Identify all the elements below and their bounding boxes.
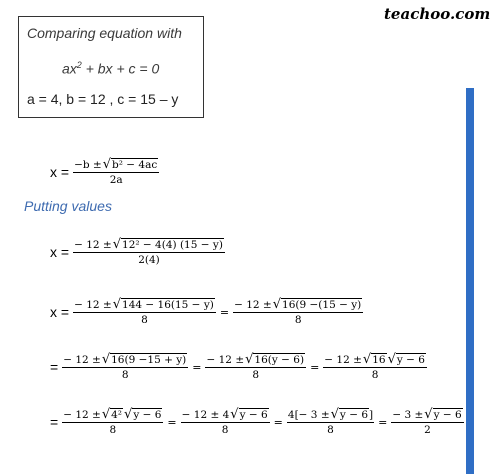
step4-fraction-1: [62, 408, 163, 436]
step3-f1-denominator: 8: [62, 367, 188, 381]
sqrt-sign: √ y − 6: [330, 407, 369, 422]
sqrt-sign: √ b² − 4ac: [102, 157, 158, 172]
step2-f1-denominator: 8: [73, 312, 216, 326]
step4-f2-radicand: y − 6: [239, 409, 268, 421]
section-label: Putting values: [24, 198, 112, 214]
step2-f2-pre: − 12 ±: [234, 298, 272, 311]
sqrt-sign: √ 16(9 −(15 − y): [272, 297, 362, 312]
step4-fraction-2: [181, 408, 270, 436]
equals-sign: =: [219, 305, 230, 319]
step3-f3-radicand-2: y − 6: [396, 354, 425, 366]
step3-f3-pre: − 12 ±: [324, 353, 362, 366]
equals-sign: =: [310, 360, 320, 374]
step3-f3-denominator: 8: [323, 367, 427, 381]
step4-f1-radicand-2: y − 6: [133, 409, 162, 421]
step4-f1-denominator: 8: [62, 422, 163, 436]
step4-f4-radicand: y − 6: [433, 409, 462, 421]
step4-f3-post: ]: [369, 408, 374, 421]
step3-f1-radicand: 16(9 −15 + y): [111, 354, 187, 366]
step1-lhs: x =: [50, 244, 70, 260]
step3-fraction-1: [62, 353, 188, 381]
step2-f1-pre: − 12 ±: [74, 298, 112, 311]
eq-rest: + bx + c = 0: [81, 60, 160, 77]
step3-f2-pre: − 12 ±: [206, 353, 245, 366]
step4-f1-pre: − 12 ±: [63, 408, 101, 421]
equals-sign: =: [273, 415, 283, 429]
step2-fraction-1: [73, 298, 216, 326]
sqrt-sign: √ 16(9 −15 + y): [101, 352, 187, 367]
step4-f2-pre: − 12 ± 4: [181, 408, 230, 421]
teachoo-logo: teachoo.com: [384, 5, 490, 23]
step4-lhs: =: [50, 414, 59, 430]
formula-num-pre: −b ±: [74, 158, 102, 171]
sqrt-sign: √ 12² − 4(4) (15 − y): [112, 237, 223, 252]
sqrt-sign: √ 144 − 16(15 − y): [112, 297, 214, 312]
simplification-step-3: [50, 353, 428, 381]
step4-f3-radicand: y − 6: [339, 409, 369, 421]
step2-f2-denominator: 8: [233, 312, 363, 326]
formula-lhs: x =: [50, 164, 70, 180]
simplification-step-4: [50, 408, 465, 436]
standard-form-equation: [62, 60, 159, 77]
simplification-step-2: [50, 298, 364, 326]
step3-f1-pre: − 12 ±: [63, 353, 101, 366]
eq-exponent: 2: [76, 60, 82, 70]
step3-f2-radicand: 16(y − 6): [254, 354, 305, 366]
step4-fraction-3: [287, 408, 374, 436]
sqrt-sign: √ 16: [362, 352, 386, 367]
equals-sign: =: [167, 415, 177, 429]
quadratic-formula: [50, 158, 160, 186]
sqrt-sign: √ y − 6: [124, 407, 162, 422]
step4-f4-denominator: 2: [391, 422, 463, 436]
step2-fraction-2: [233, 298, 363, 326]
step3-lhs: =: [50, 359, 59, 375]
coefficient-values: a = 4, b = 12 , c = 15 – y: [27, 91, 179, 107]
sqrt-sign: √ 16(y − 6): [245, 352, 305, 367]
step4-f1-radicand-1: 4²: [111, 409, 123, 421]
box-title: Comparing equation with: [27, 25, 182, 41]
eq-base: ax: [62, 60, 77, 77]
comparison-box: [18, 16, 204, 118]
step3-fraction-2: [205, 353, 306, 381]
sqrt-sign: √ y − 6: [230, 407, 268, 422]
slide-edge-bar: [466, 88, 474, 474]
step3-fraction-3: [323, 353, 427, 381]
sqrt-sign: √ y − 6: [424, 407, 462, 422]
step2-f2-radicand: 16(9 −(15 − y): [282, 299, 362, 311]
substitution-step-1: [50, 238, 226, 266]
step4-f3-pre: 4[− 3 ±: [287, 408, 330, 421]
step4-f4-pre: − 3 ±: [392, 408, 424, 421]
step3-f2-denominator: 8: [205, 367, 306, 381]
step4-f2-denominator: 8: [181, 422, 270, 436]
sqrt-sign: √ y − 6: [387, 352, 425, 367]
formula-fraction: [73, 158, 159, 186]
formula-radicand: b² − 4ac: [112, 159, 158, 171]
step1-num-pre: − 12 ±: [74, 238, 112, 251]
step4-fraction-4: [391, 408, 463, 436]
step1-denominator: 2(4): [73, 252, 225, 266]
sqrt-sign: √ 4²: [101, 407, 123, 422]
step4-f3-denominator: 8: [287, 422, 374, 436]
step2-lhs: x =: [50, 304, 70, 320]
step1-fraction: [73, 238, 225, 266]
step1-radicand: 12² − 4(4) (15 − y): [122, 239, 223, 251]
formula-denominator: 2a: [73, 172, 159, 186]
equals-sign: =: [192, 360, 202, 374]
step3-f3-radicand-1: 16: [372, 354, 386, 366]
step2-f1-radicand: 144 − 16(15 − y): [122, 299, 214, 311]
equals-sign: =: [378, 415, 388, 429]
